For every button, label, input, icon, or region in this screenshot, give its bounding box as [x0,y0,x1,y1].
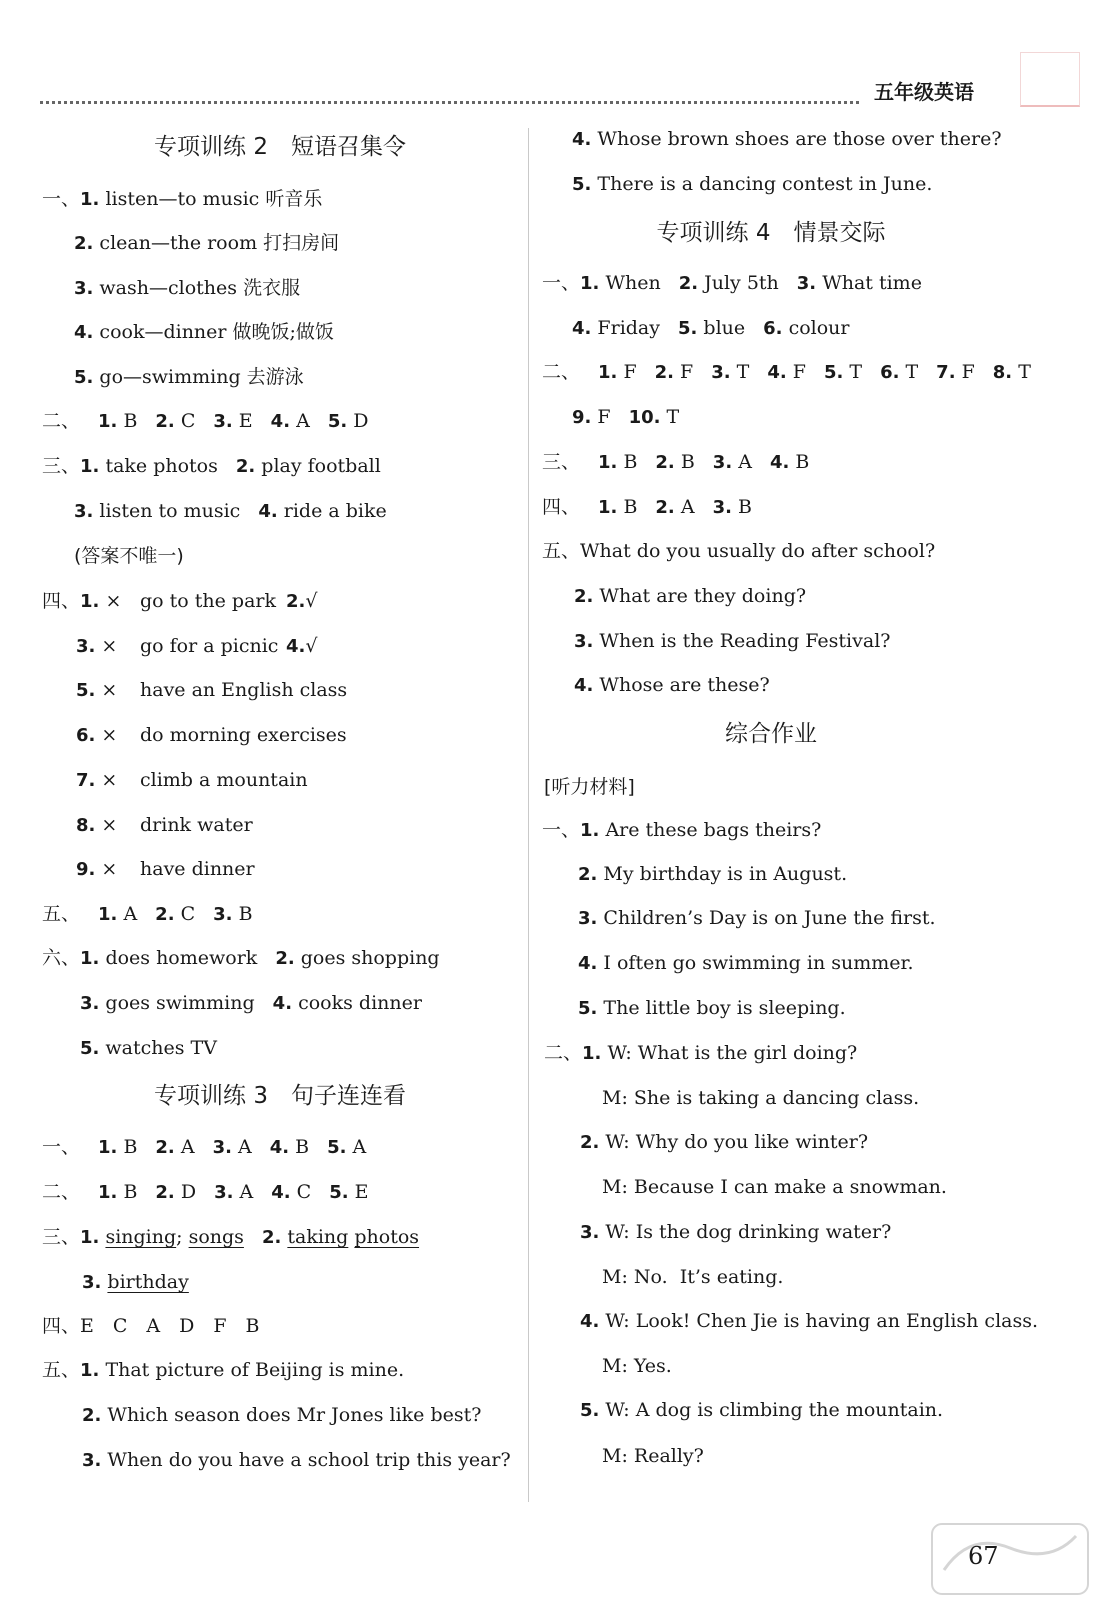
answer-line: 5. The little boy is sleeping. [578,997,846,1019]
answer-line: 4. Friday 5. blue 6. colour [572,317,850,339]
answer-line: 3. listen to music 4. ride a bike [74,500,387,522]
answer-line: 4.√ [286,635,318,657]
answer-line: 二、 1. B 2. D 3. A 4. C 5. E [42,1181,369,1203]
header-dotted-rule [40,101,859,104]
answer-text: go for a picnic [140,635,279,657]
answer-line: 五、 1. A 2. C 3. B [42,903,253,925]
answer-line: 3. When do you have a school trip this year? [82,1449,511,1471]
answer-line: 三、1. take photos 2. play football [42,455,381,477]
answer-line: 2. What are they doing? [574,585,807,607]
answer-line: 3. Children’s Day is on June the first. [578,907,936,929]
answer-line: 二、 1. B 2. C 3. E 4. A 5. D [42,410,369,432]
answer-line: 5. go—swimming 去游泳 [74,366,304,388]
watermark-logo [930,1518,1090,1598]
answer-line: 3. × [76,635,118,657]
answer-line: 三、1. singing; songs 2. taking photos [42,1226,420,1248]
answer-line: 一、 1. B 2. A 3. A 4. B 5. A [42,1136,367,1158]
answer-line: 三、 1. B 2. B 3. A 4. B [542,451,810,473]
answer-line: 2. clean—the room 打扫房间 [74,232,340,254]
answer-line: 3. goes swimming 4. cooks dinner [80,992,422,1014]
answer-line: 6. × [76,724,118,746]
answer-line: 四、1. × [42,590,122,612]
answer-text: do morning exercises [140,724,347,746]
answer-line: 9. F 10. T [572,406,680,428]
answer-line: 4. Whose are these? [574,674,770,696]
answer-line: M: No. It’s eating. [602,1266,784,1288]
answer-line: 一、1. When 2. July 5th 3. What time [542,272,922,294]
answer-line: 8. × [76,814,118,836]
answer-line: 2.√ [286,590,318,612]
answer-line: M: Because I can make a snowman. [602,1176,947,1198]
answer-line: 5. × [76,679,118,701]
answer-line: 5. W: A dog is climbing the mountain. [580,1399,944,1421]
answer-line: 4. cook—dinner 做晚饭;做饭 [74,321,334,343]
answer-line: 4. I often go swimming in summer. [578,952,914,974]
column-divider [528,128,529,1502]
answer-line: M: She is taking a dancing class. [602,1087,920,1109]
answer-line: 二、 1. F 2. F 3. T 4. F 5. T 6. T 7. F 8. T [542,361,1031,383]
section-title: 综合作业 [725,721,817,747]
section-title: 专项训练 3 句子连连看 [154,1083,406,1109]
answer-text: climb a mountain [140,769,308,791]
corner-tab [1020,52,1080,107]
listening-label: [听力材料] [544,776,635,798]
answer-line: M: Really? [602,1445,704,1467]
answer-line: 五、What do you usually do after school? [542,540,936,562]
answer-line: 2. Which season does Mr Jones like best? [82,1404,482,1426]
answer-line: 四、 1. B 2. A 3. B [542,496,752,518]
section-title: 专项训练 4 情景交际 [656,220,886,246]
answer-line: 一、1. Are these bags theirs? [542,819,822,841]
answer-text: go to the park [140,590,276,612]
answer-line: 9. × [76,858,118,880]
answer-line: 一、1. listen—to music 听音乐 [42,188,323,210]
answer-line: 2. My birthday is in August. [578,863,848,885]
answer-line: 二、1. W: What is the girl doing? [544,1042,858,1064]
answer-line: 5. There is a dancing contest in June. [572,173,933,195]
answer-line: M: Yes. [602,1355,672,1377]
page-number: 67 [968,1542,999,1570]
answer-line: 7. × [76,769,118,791]
answer-line: 3. wash—clothes 洗衣服 [74,277,301,299]
answer-line: 3. W: Is the dog drinking water? [580,1221,892,1243]
answer-line: 5. watches TV [80,1037,217,1059]
answer-line: 3. When is the Reading Festival? [574,630,891,652]
header-label: 五年级英语 [874,80,974,104]
answer-line: 3. birthday [82,1271,189,1293]
answer-line: 4. Whose brown shoes are those over there? [572,128,1002,150]
answer-text: have an English class [140,679,348,701]
section-title: 专项训练 2 短语召集令 [154,134,406,160]
answer-text: have dinner [140,858,255,880]
answer-line: 四、E C A D F B [42,1315,260,1337]
answer-line: 五、1. That picture of Beijing is mine. [42,1359,405,1381]
answer-line: 2. W: Why do you like winter? [580,1131,869,1153]
answer-line: 六、1. does homework 2. goes shopping [42,947,440,969]
note: (答案不唯一) [74,545,184,567]
answer-text: drink water [140,814,253,836]
answer-line: 4. W: Look! Chen Jie is having an English class. [580,1310,1039,1332]
